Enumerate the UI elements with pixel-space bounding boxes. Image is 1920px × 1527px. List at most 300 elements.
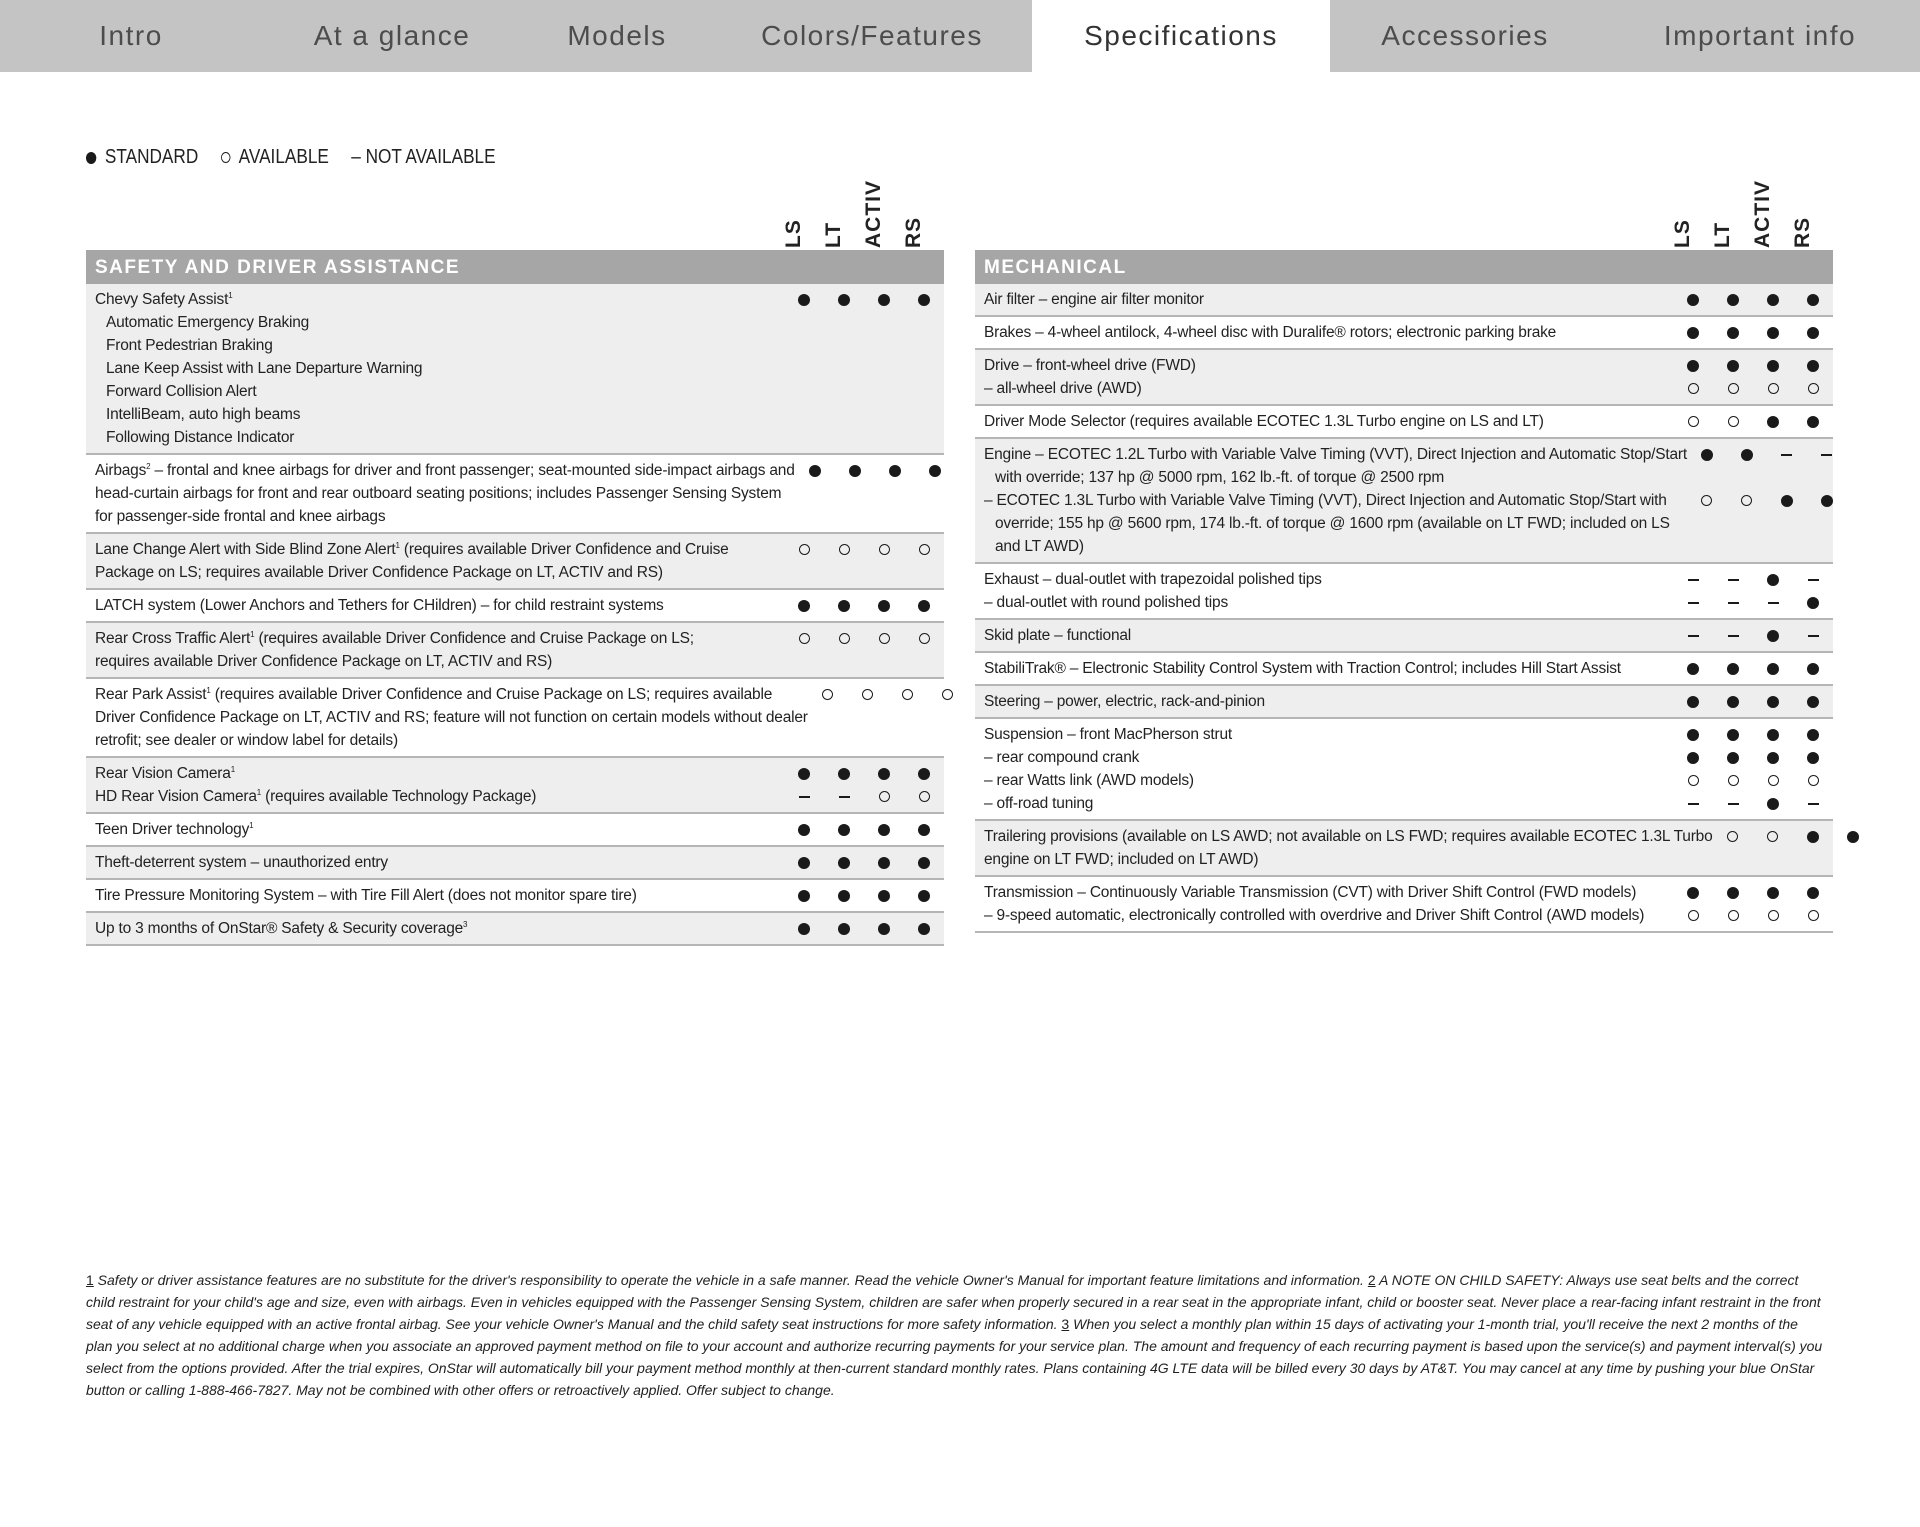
mark-cell	[918, 851, 930, 874]
mark-column	[1833, 825, 1873, 871]
mark-cell	[1727, 657, 1739, 680]
standard-dot-icon	[838, 294, 850, 306]
mark-cell	[1767, 881, 1779, 904]
mark-cell	[1807, 657, 1819, 680]
mark-cell	[1741, 489, 1752, 512]
mark-cell	[1768, 769, 1779, 792]
mark-cell	[1688, 591, 1699, 614]
mark-column	[1673, 657, 1713, 680]
mark-cell	[1808, 624, 1819, 647]
mechanical-section	[975, 172, 1833, 933]
availability-marks	[1673, 321, 1833, 344]
mark-cell	[1727, 288, 1739, 311]
mark-cell	[1727, 321, 1739, 344]
mark-column	[904, 917, 944, 940]
availability-marks	[784, 818, 944, 841]
available-ring-icon	[902, 689, 913, 700]
spec-label	[86, 594, 784, 617]
standard-dot-icon	[838, 857, 850, 869]
mark-cell	[1808, 792, 1819, 815]
spec-text: Lane Change Alert with Side Blind Zone Alert	[95, 541, 396, 558]
mark-column	[784, 627, 824, 673]
legend-available-label: AVAILABLE	[238, 146, 329, 168]
standard-dot-icon	[1767, 798, 1779, 810]
spec-row	[975, 406, 1833, 439]
available-ring-icon	[1728, 416, 1739, 427]
standard-dot-icon	[809, 465, 821, 477]
standard-dot-icon	[838, 768, 850, 780]
available-ring-icon	[1768, 910, 1779, 921]
spec-text: Rear Vision Camera	[95, 765, 231, 782]
spec-label	[975, 723, 1673, 815]
footnote-ref: 1	[206, 685, 211, 695]
mark-cell	[1701, 443, 1713, 466]
standard-dot-icon	[838, 923, 850, 935]
not-available-dash-icon	[1728, 635, 1739, 637]
not-available-dash-icon	[1808, 579, 1819, 581]
mark-column	[1753, 321, 1793, 344]
standard-dot-icon	[1767, 574, 1779, 586]
mark-cell	[1767, 723, 1779, 746]
tab-important-info[interactable]: Important info	[1663, 20, 1857, 51]
spec-line	[984, 512, 1687, 535]
section-heading: MECHANICAL	[975, 250, 1833, 284]
mark-column	[1767, 443, 1807, 558]
mark-cell	[918, 288, 930, 311]
spec-row	[86, 880, 944, 913]
spec-line	[984, 591, 1673, 614]
spec-text: Lane Keep Assist with Lane Departure Warning	[106, 360, 423, 377]
spec-text: – dual-outlet with round polished tips	[984, 594, 1229, 611]
standard-dot-icon	[918, 600, 930, 612]
available-ring-icon	[1688, 383, 1699, 394]
mark-cell	[879, 627, 890, 650]
standard-dot-icon	[1687, 887, 1699, 899]
spec-text: Following Distance Indicator	[106, 429, 295, 446]
mark-cell	[1767, 410, 1779, 433]
mark-cell	[1808, 568, 1819, 591]
mark-column	[1753, 690, 1793, 713]
spec-line	[984, 723, 1673, 746]
mark-column	[1673, 568, 1713, 614]
mark-column	[824, 762, 864, 808]
mark-cell	[942, 683, 953, 706]
mark-cell	[1728, 792, 1739, 815]
mark-cell	[1687, 657, 1699, 680]
mark-column	[1713, 288, 1753, 311]
mark-cell	[1767, 624, 1779, 647]
standard-dot-icon	[1807, 887, 1819, 899]
mark-column	[1673, 321, 1713, 344]
not-available-dash-icon	[1688, 579, 1699, 581]
mark-cell	[799, 785, 810, 808]
spec-line	[95, 426, 784, 449]
mark-column	[824, 851, 864, 874]
footnote-number: 1	[86, 1272, 94, 1288]
spec-line	[984, 825, 1713, 848]
mark-cell	[1728, 410, 1739, 433]
footnote-number: 3	[1061, 1316, 1070, 1332]
available-ring-icon	[919, 633, 930, 644]
standard-dot-icon	[1807, 729, 1819, 741]
spec-row	[975, 877, 1833, 933]
available-ring-icon	[1768, 383, 1779, 394]
spec-text: Rear Park Assist	[95, 686, 207, 703]
spec-label	[86, 851, 784, 874]
spec-row	[86, 679, 944, 758]
mark-cell	[798, 884, 810, 907]
spec-row	[86, 284, 944, 455]
mark-cell	[1807, 881, 1819, 904]
mark-column	[864, 594, 904, 617]
mark-column	[1753, 354, 1793, 400]
mark-cell	[798, 818, 810, 841]
standard-dot-icon	[1767, 887, 1779, 899]
mark-cell	[1728, 769, 1739, 792]
mark-column	[824, 594, 864, 617]
standard-dot-icon	[1807, 696, 1819, 708]
mark-column	[1673, 288, 1713, 311]
mark-column	[824, 538, 864, 584]
spec-text: Package on LS; requires available Driver Confidence Package on LT, ACTIV and RS)	[95, 564, 663, 581]
standard-dot-icon	[798, 923, 810, 935]
mark-cell	[799, 627, 810, 650]
mark-cell	[902, 683, 913, 706]
mark-cell	[838, 917, 850, 940]
tab-colors-features[interactable]: Colors/Features	[761, 20, 983, 51]
spec-line	[95, 917, 784, 940]
spec-text: Chevy Safety Assist	[95, 291, 229, 308]
standard-dot-icon	[1687, 360, 1699, 372]
mark-cell	[1767, 746, 1779, 769]
spec-text: Drive – front-wheel drive (FWD)	[984, 357, 1196, 374]
spec-line	[95, 650, 784, 673]
mark-column	[1793, 881, 1833, 927]
spec-label	[975, 690, 1673, 713]
mark-column	[1753, 657, 1793, 680]
standard-dot-icon	[1727, 360, 1739, 372]
availability-marks	[808, 683, 968, 752]
spec-text: retrofit; see dealer or window label for details)	[95, 732, 398, 749]
standard-dot-icon	[1727, 696, 1739, 708]
mark-column	[915, 459, 955, 528]
available-ring-icon	[862, 689, 873, 700]
availability-marks	[1673, 354, 1833, 400]
spec-label	[975, 657, 1673, 680]
mark-cell	[1767, 321, 1779, 344]
mark-cell	[1768, 377, 1779, 400]
availability-marks	[1673, 881, 1833, 927]
available-ring-icon	[879, 544, 890, 555]
standard-dot-icon	[918, 890, 930, 902]
spec-text: Trailering provisions (available on LS AWD; not available on LS FWD; requires available ECOTEC 1.3L Turbo	[984, 828, 1713, 845]
standard-dot-icon	[878, 923, 890, 935]
mark-cell	[1687, 881, 1699, 904]
mark-column	[904, 288, 944, 449]
standard-dot-icon	[1767, 416, 1779, 428]
spec-text: – ECOTEC 1.3L Turbo with Variable Valve Timing (VVT), Direct Injection and Automatic Stop/Start with	[984, 492, 1667, 509]
mark-cell	[1768, 591, 1779, 614]
available-ring-icon	[1728, 910, 1739, 921]
mark-cell	[1767, 825, 1778, 848]
footnote-ref: 1	[228, 290, 233, 300]
spec-text: Airbags	[95, 462, 147, 479]
spec-text: IntelliBeam, auto high beams	[106, 406, 301, 423]
footnote-text: A NOTE ON CHILD SAFETY: Always use seat belts and the correct child restraint for your child's age and size, even with airbags. Even in vehicles equipped with the Passenger Sensing System, children are safer when properly secured in a rear seat in the appropriate infant, child or booster seat. Never place a rear-facing infant restraint in the front seat of any vehicle equipped with an active frontal airbag. See your vehicle Owner's Manual and the child safety seat instructions for more safety information.	[86, 1272, 1821, 1332]
mark-column	[1673, 723, 1713, 815]
mark-cell	[1781, 443, 1792, 466]
mark-cell	[1687, 690, 1699, 713]
mark-column	[795, 459, 835, 528]
column-header	[1785, 172, 1825, 250]
spec-row	[975, 284, 1833, 317]
availability-marks	[1673, 288, 1833, 311]
availability-marks	[1673, 723, 1833, 815]
spec-text: Theft-deterrent system – unauthorized entry	[95, 854, 388, 871]
standard-dot-icon	[1701, 449, 1713, 461]
spec-text-cont: (requires available Technology Package)	[261, 788, 537, 805]
mark-cell	[878, 818, 890, 841]
mark-column	[928, 683, 968, 752]
mark-cell	[838, 818, 850, 841]
column-header	[816, 172, 856, 250]
mark-column	[848, 683, 888, 752]
availability-marks	[784, 762, 944, 808]
tab-specifications[interactable]: Specifications	[1032, 0, 1330, 72]
mark-cell	[1767, 690, 1779, 713]
spec-line	[95, 785, 784, 808]
standard-dot-icon	[1807, 752, 1819, 764]
footnote-ref: 1	[250, 629, 255, 639]
column-header-label: ACTIV	[1751, 180, 1774, 248]
spec-line	[95, 729, 808, 752]
spec-row	[86, 623, 944, 679]
spec-text: Driver Confidence Package on LT, ACTIV and RS; feature will not function on certain models without dealer	[95, 709, 808, 726]
spec-text: Forward Collision Alert	[106, 383, 257, 400]
mark-column	[784, 917, 824, 940]
mark-cell	[918, 594, 930, 617]
standard-dot-icon	[918, 824, 930, 836]
spec-line	[95, 538, 784, 561]
mark-cell	[1687, 723, 1699, 746]
standard-dot-icon	[1767, 327, 1779, 339]
mark-cell	[1807, 723, 1819, 746]
tab-intro[interactable]: Intro	[99, 20, 163, 51]
mark-cell	[799, 538, 810, 561]
column-header	[1745, 172, 1785, 250]
mark-cell	[929, 459, 941, 482]
mark-cell	[838, 851, 850, 874]
not-available-dash-icon	[1728, 579, 1739, 581]
not-available-dash-icon	[799, 796, 810, 798]
spec-text: Engine – ECOTEC 1.2L Turbo with Variable Valve Timing (VVT), Direct Injection and Automatic Stop/Start	[984, 446, 1687, 463]
spec-label	[86, 818, 784, 841]
standard-dot-icon	[878, 294, 890, 306]
spec-row	[975, 564, 1833, 620]
mark-column	[1793, 410, 1833, 433]
footnote-ref: 2	[146, 461, 151, 471]
spec-line	[95, 380, 784, 403]
footnotes	[86, 1269, 1826, 1401]
mark-cell	[878, 884, 890, 907]
available-ring-icon	[919, 544, 930, 555]
column-header-label: LS	[1671, 219, 1694, 248]
mark-column	[1727, 443, 1767, 558]
spec-row	[86, 758, 944, 814]
standard-dot-icon	[929, 465, 941, 477]
mark-cell	[1767, 792, 1779, 815]
footnote-text: When you select a monthly plan within 15 days of activating your 1-month trial, you'll receive the next 2 months of the plan you select at no additional charge when you associate an approved payment method on file to your account and authorize recurring payments for your service plan. The amount and frequency of each recurring payment is based upon the service(s) and payment interval(s) you select from the options provided. After the trial expires, OnStar will automatically bill your payment method monthly at then-current standard monthly rates. Plans containing 4G LTE data will be billed every 30 days by AT&T. You may cancel at any time by pushing your blue OnStar button or calling 1-888-466-7827. May not be combined with other offers or retroactively applied. Offer subject to change.	[86, 1316, 1823, 1398]
spec-row	[86, 455, 944, 534]
column-header	[1705, 172, 1745, 250]
standard-dot-icon	[849, 465, 861, 477]
spec-text-cont: (requires available Driver Confidence and Cruise Package on LS;	[254, 630, 694, 647]
mark-column	[1753, 723, 1793, 815]
standard-dot-icon	[838, 600, 850, 612]
available-ring-icon	[1808, 383, 1819, 394]
mark-cell	[1807, 288, 1819, 311]
spec-text: HD Rear Vision Camera	[95, 788, 257, 805]
standard-dot-icon	[1807, 294, 1819, 306]
mark-cell	[1688, 410, 1699, 433]
mark-cell	[1821, 489, 1833, 512]
mark-column	[1713, 825, 1753, 871]
spec-line	[984, 657, 1673, 680]
mark-column	[1713, 568, 1753, 614]
footnote-ref: 1	[249, 820, 254, 830]
mark-cell	[838, 594, 850, 617]
mark-cell	[918, 762, 930, 785]
spec-line	[95, 683, 808, 706]
mark-cell	[1688, 568, 1699, 591]
standard-dot-icon	[798, 768, 810, 780]
tab-accessories[interactable]: Accessories	[1381, 20, 1549, 51]
mark-cell	[1728, 377, 1739, 400]
availability-marks	[784, 627, 944, 673]
spec-text: Tire Pressure Monitoring System – with Tire Fill Alert (does not monitor spare tire)	[95, 887, 637, 904]
spec-line	[95, 334, 784, 357]
spec-row	[975, 317, 1833, 350]
spec-row	[975, 653, 1833, 686]
mark-column	[1793, 321, 1833, 344]
mark-cell	[1807, 746, 1819, 769]
spec-row	[975, 719, 1833, 821]
available-ring-icon	[879, 633, 890, 644]
available-ring-icon	[799, 633, 810, 644]
standard-dot-icon	[878, 890, 890, 902]
mark-cell	[918, 884, 930, 907]
legend-standard-label: STANDARD	[104, 146, 199, 168]
available-ring-icon	[1808, 775, 1819, 786]
mark-column	[1713, 321, 1753, 344]
mark-cell	[1687, 288, 1699, 311]
mark-cell	[1727, 354, 1739, 377]
spec-text-cont: – frontal and knee airbags for driver and front passenger; seat-mounted side-impact airbags and	[150, 462, 795, 479]
mark-cell	[1807, 354, 1819, 377]
standard-dot-icon	[1767, 663, 1779, 675]
mark-cell	[878, 917, 890, 940]
spec-label	[86, 627, 784, 673]
tab-at-a-glance[interactable]: At a glance	[313, 20, 471, 51]
spec-line	[984, 568, 1673, 591]
spec-row	[86, 847, 944, 880]
spec-line	[95, 594, 784, 617]
mark-column	[1687, 443, 1727, 558]
footnote-ref: 1	[230, 764, 235, 774]
mark-column	[835, 459, 875, 528]
spec-label	[86, 762, 784, 808]
mark-cell	[1728, 568, 1739, 591]
spec-text-cont: (requires available Driver Confidence and Cruise	[399, 541, 729, 558]
spec-line	[95, 403, 784, 426]
mark-cell	[849, 459, 861, 482]
mark-column	[864, 762, 904, 808]
available-ring-icon	[1741, 495, 1752, 506]
mark-cell	[1687, 354, 1699, 377]
tab-models[interactable]: Models	[567, 20, 667, 51]
spec-label	[975, 624, 1673, 647]
standard-dot-icon	[1847, 831, 1859, 843]
spec-text: for passenger-side frontal and knee airbags	[95, 508, 386, 525]
available-ring-icon	[1688, 416, 1699, 427]
standard-dot-icon	[878, 857, 890, 869]
mark-cell	[1688, 792, 1699, 815]
spec-text: – 9-speed automatic, electronically controlled with overdrive and Driver Shift Control (AWD models)	[984, 907, 1645, 924]
standard-dot-icon	[1767, 360, 1779, 372]
not-available-dash-icon	[1688, 635, 1699, 637]
standard-dot-icon	[1687, 663, 1699, 675]
mark-column	[784, 594, 824, 617]
spec-row	[86, 534, 944, 590]
mark-cell	[1808, 904, 1819, 927]
spec-line	[984, 489, 1687, 512]
spec-line	[984, 443, 1687, 466]
spec-line	[95, 357, 784, 380]
availability-marks	[784, 594, 944, 617]
spec-text-cont: (requires available Driver Confidence and Cruise Package on LS; requires available	[210, 686, 773, 703]
footnote-number: 2	[1367, 1272, 1376, 1288]
availability-marks	[784, 288, 944, 449]
legend-available	[221, 146, 329, 169]
available-ring-icon	[1728, 383, 1739, 394]
standard-dot-icon	[1687, 729, 1699, 741]
column-header	[1665, 172, 1705, 250]
standard-dot-icon	[918, 768, 930, 780]
standard-dot-icon	[1767, 729, 1779, 741]
spec-text: Skid plate – functional	[984, 627, 1132, 644]
mark-cell	[862, 683, 873, 706]
mark-cell	[918, 917, 930, 940]
mark-column	[784, 851, 824, 874]
mark-column	[1713, 723, 1753, 815]
spec-label	[975, 825, 1713, 871]
spec-row	[975, 821, 1833, 877]
mark-column	[864, 851, 904, 874]
mark-cell	[1687, 321, 1699, 344]
spec-text: and LT AWD)	[995, 538, 1084, 555]
mark-cell	[1687, 746, 1699, 769]
mark-column	[1713, 657, 1753, 680]
standard-dot-icon	[838, 824, 850, 836]
mark-column	[1793, 690, 1833, 713]
not-available-dash-icon	[1728, 602, 1739, 604]
mark-column	[1713, 410, 1753, 433]
availability-marks	[1673, 568, 1833, 614]
mark-cell	[889, 459, 901, 482]
standard-dot-icon	[1807, 360, 1819, 372]
mark-column	[1793, 624, 1833, 647]
spec-text: Up to 3 months of OnStar® Safety & Security coverage	[95, 920, 464, 937]
